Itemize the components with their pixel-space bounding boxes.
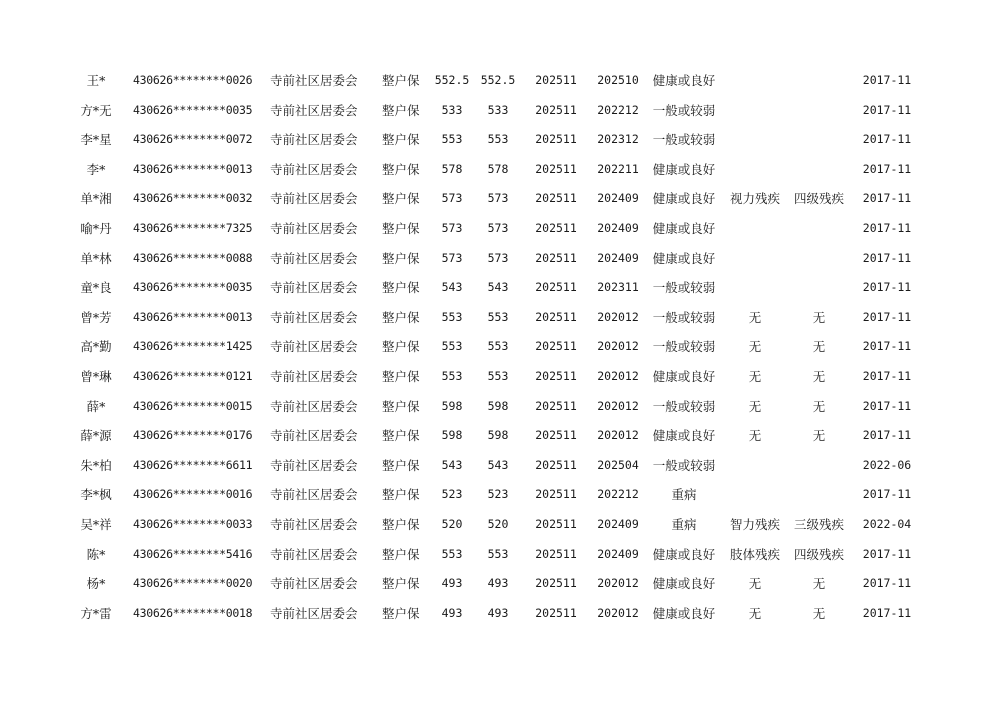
assistance-type-cell: 整户保 xyxy=(382,250,420,266)
table-row xyxy=(0,480,1000,510)
community-name-cell: 寺前社区居委会 xyxy=(270,516,358,532)
enrollment-date-cell: 2017-11 xyxy=(862,73,912,87)
amount-standard-cell: 493 xyxy=(441,576,463,591)
amount-standard-cell: 523 xyxy=(441,487,463,502)
issue-period-cell: 202511 xyxy=(535,132,577,147)
amount-paid-cell: 598 xyxy=(487,428,509,443)
amount-standard-cell: 598 xyxy=(441,428,463,443)
table-row xyxy=(0,451,1000,481)
table-row xyxy=(0,303,1000,333)
assistance-type-cell: 整户保 xyxy=(382,487,420,503)
amount-paid-cell: 520 xyxy=(487,516,509,531)
amount-paid-cell: 553 xyxy=(487,339,509,354)
issue-period-cell: 202511 xyxy=(535,428,577,443)
health-status-cell: 重病 xyxy=(671,487,697,503)
id-number-cell: 430626********0013 xyxy=(133,309,253,324)
approval-period-cell: 202312 xyxy=(597,132,639,147)
recipient-name-cell: 童*良 xyxy=(80,280,112,296)
amount-paid-cell: 573 xyxy=(487,220,509,235)
disability-type-cell: 无 xyxy=(748,605,762,621)
amount-paid-cell: 553 xyxy=(487,309,509,324)
assistance-roster-table xyxy=(0,66,1000,628)
id-number-cell: 430626********6611 xyxy=(133,457,253,472)
disability-level-cell xyxy=(790,214,848,244)
issue-period-cell: 202511 xyxy=(535,457,577,472)
assistance-type-cell: 整户保 xyxy=(382,428,420,444)
approval-period-cell: 202311 xyxy=(597,280,639,295)
amount-paid-cell: 573 xyxy=(487,191,509,206)
recipient-name-cell: 王* xyxy=(86,73,106,88)
amount-paid-cell: 523 xyxy=(487,487,509,502)
health-status-cell: 健康或良好 xyxy=(652,191,716,207)
enrollment-date-cell: 2017-11 xyxy=(862,309,912,324)
amount-paid-cell: 533 xyxy=(487,102,509,117)
community-name-cell: 寺前社区居委会 xyxy=(270,428,358,444)
id-number-cell: 430626********0035 xyxy=(133,102,253,117)
community-name-cell: 寺前社区居委会 xyxy=(270,576,358,592)
health-status-cell: 一般或较弱 xyxy=(652,339,716,355)
id-number-cell: 430626********7325 xyxy=(133,220,253,235)
approval-period-cell: 202409 xyxy=(597,191,639,206)
assistance-type-cell: 整户保 xyxy=(382,191,420,207)
approval-period-cell: 202012 xyxy=(597,398,639,413)
approval-period-cell: 202409 xyxy=(597,220,639,235)
disability-type-cell: 无 xyxy=(748,368,762,384)
enrollment-date-cell: 2017-11 xyxy=(862,487,912,502)
amount-standard-cell: 543 xyxy=(441,457,463,472)
assistance-type-cell: 整户保 xyxy=(382,132,420,148)
recipient-name-cell: 李*枫 xyxy=(80,487,112,503)
enrollment-date-cell: 2017-11 xyxy=(862,191,912,206)
community-name-cell: 寺前社区居委会 xyxy=(270,368,358,384)
amount-paid-cell: 573 xyxy=(487,250,509,265)
issue-period-cell: 202511 xyxy=(535,250,577,265)
disability-type-cell xyxy=(724,480,786,510)
table-row xyxy=(0,184,1000,214)
disability-type-cell xyxy=(724,214,786,244)
amount-standard-cell: 573 xyxy=(441,220,463,235)
amount-standard-cell: 520 xyxy=(441,516,463,531)
health-status-cell: 健康或良好 xyxy=(652,220,716,236)
id-number-cell: 430626********0032 xyxy=(133,191,253,206)
approval-period-cell: 202012 xyxy=(597,368,639,383)
health-status-cell: 一般或较弱 xyxy=(652,309,716,325)
disability-type-cell: 无 xyxy=(748,339,762,355)
amount-standard-cell: 553 xyxy=(441,132,463,147)
issue-period-cell: 202511 xyxy=(535,73,577,87)
assistance-type-cell: 整户保 xyxy=(382,546,420,562)
assistance-type-cell: 整户保 xyxy=(382,309,420,325)
recipient-name-cell: 喻*丹 xyxy=(80,220,112,236)
health-status-cell: 一般或较弱 xyxy=(652,132,716,148)
issue-period-cell: 202511 xyxy=(535,280,577,295)
amount-standard-cell: 533 xyxy=(441,102,463,117)
enrollment-date-cell: 2022-06 xyxy=(862,457,912,472)
approval-period-cell: 202409 xyxy=(597,546,639,561)
table-row xyxy=(0,569,1000,599)
table-row xyxy=(0,540,1000,570)
recipient-name-cell: 吴*祥 xyxy=(80,516,112,532)
disability-level-cell xyxy=(790,125,848,155)
disability-type-cell xyxy=(724,451,786,481)
amount-standard-cell: 553 xyxy=(441,368,463,383)
issue-period-cell: 202511 xyxy=(535,102,577,117)
health-status-cell: 健康或良好 xyxy=(652,546,716,562)
recipient-name-cell: 李* xyxy=(86,161,106,177)
community-name-cell: 寺前社区居委会 xyxy=(270,161,358,177)
disability-level-cell xyxy=(790,244,848,274)
amount-standard-cell: 553 xyxy=(441,309,463,324)
assistance-type-cell: 整户保 xyxy=(382,398,420,414)
id-number-cell: 430626********0072 xyxy=(133,132,253,147)
id-number-cell: 430626********0121 xyxy=(133,368,253,383)
community-name-cell: 寺前社区居委会 xyxy=(270,546,358,562)
approval-period-cell: 202212 xyxy=(597,487,639,502)
health-status-cell: 健康或良好 xyxy=(652,368,716,384)
enrollment-date-cell: 2017-11 xyxy=(862,368,912,383)
id-number-cell: 430626********0026 xyxy=(133,73,253,87)
recipient-name-cell: 朱*柏 xyxy=(80,457,112,473)
id-number-cell: 430626********0033 xyxy=(133,516,253,531)
enrollment-date-cell: 2017-11 xyxy=(862,605,912,620)
recipient-name-cell: 单*林 xyxy=(80,250,112,266)
id-number-cell: 430626********0013 xyxy=(133,161,253,176)
enrollment-date-cell: 2017-11 xyxy=(862,220,912,235)
disability-level-cell xyxy=(790,451,848,481)
issue-period-cell: 202511 xyxy=(535,398,577,413)
enrollment-date-cell: 2017-11 xyxy=(862,132,912,147)
amount-paid-cell: 493 xyxy=(487,605,509,620)
table-row xyxy=(0,214,1000,244)
health-status-cell: 一般或较弱 xyxy=(652,280,716,296)
amount-paid-cell: 543 xyxy=(487,457,509,472)
enrollment-date-cell: 2017-11 xyxy=(862,339,912,354)
community-name-cell: 寺前社区居委会 xyxy=(270,220,358,236)
amount-standard-cell: 553 xyxy=(441,339,463,354)
id-number-cell: 430626********1425 xyxy=(133,339,253,354)
approval-period-cell: 202510 xyxy=(597,73,639,87)
id-number-cell: 430626********0015 xyxy=(133,398,253,413)
issue-period-cell: 202511 xyxy=(535,546,577,561)
issue-period-cell: 202511 xyxy=(535,220,577,235)
amount-standard-cell: 573 xyxy=(441,191,463,206)
disability-level-cell xyxy=(790,66,848,96)
id-number-cell: 430626********0176 xyxy=(133,428,253,443)
disability-level-cell xyxy=(790,155,848,185)
disability-type-cell xyxy=(724,96,786,126)
assistance-type-cell: 整户保 xyxy=(382,457,420,473)
amount-paid-cell: 578 xyxy=(487,161,509,176)
approval-period-cell: 202012 xyxy=(597,309,639,324)
disability-level-cell: 无 xyxy=(812,339,826,355)
disability-type-cell xyxy=(724,244,786,274)
health-status-cell: 健康或良好 xyxy=(652,605,716,621)
disability-level-cell: 无 xyxy=(812,605,826,621)
amount-paid-cell: 553 xyxy=(487,132,509,147)
community-name-cell: 寺前社区居委会 xyxy=(270,398,358,414)
health-status-cell: 一般或较弱 xyxy=(652,457,716,473)
recipient-name-cell: 方*雷 xyxy=(80,605,112,621)
disability-type-cell xyxy=(724,155,786,185)
amount-paid-cell: 553 xyxy=(487,546,509,561)
health-status-cell: 健康或良好 xyxy=(652,73,716,88)
amount-paid-cell: 553 xyxy=(487,368,509,383)
approval-period-cell: 202012 xyxy=(597,605,639,620)
disability-type-cell: 肢体残疾 xyxy=(729,546,780,562)
amount-paid-cell: 493 xyxy=(487,576,509,591)
disability-level-cell: 无 xyxy=(812,309,826,325)
amount-paid-cell: 552.5 xyxy=(480,73,516,87)
table-row xyxy=(0,510,1000,540)
issue-period-cell: 202511 xyxy=(535,605,577,620)
disability-level-cell: 三级残疾 xyxy=(793,516,844,532)
recipient-name-cell: 方*无 xyxy=(80,102,112,118)
id-number-cell: 430626********0035 xyxy=(133,280,253,295)
enrollment-date-cell: 2017-11 xyxy=(862,576,912,591)
approval-period-cell: 202211 xyxy=(597,161,639,176)
table-row xyxy=(0,244,1000,274)
table-row xyxy=(0,273,1000,303)
recipient-name-cell: 薛*源 xyxy=(80,428,112,444)
amount-standard-cell: 598 xyxy=(441,398,463,413)
issue-period-cell: 202511 xyxy=(535,368,577,383)
assistance-type-cell: 整户保 xyxy=(382,73,420,88)
recipient-name-cell: 曾*芳 xyxy=(80,309,112,325)
disability-level-cell xyxy=(790,96,848,126)
community-name-cell: 寺前社区居委会 xyxy=(270,457,358,473)
enrollment-date-cell: 2017-11 xyxy=(862,161,912,176)
issue-period-cell: 202511 xyxy=(535,487,577,502)
issue-period-cell: 202511 xyxy=(535,576,577,591)
health-status-cell: 健康或良好 xyxy=(652,161,716,177)
disability-level-cell: 无 xyxy=(812,576,826,592)
disability-level-cell: 四级残疾 xyxy=(793,191,844,207)
amount-standard-cell: 573 xyxy=(441,250,463,265)
table-row xyxy=(0,96,1000,126)
table-row xyxy=(0,66,1000,96)
recipient-name-cell: 单*湘 xyxy=(80,191,112,207)
approval-period-cell: 202409 xyxy=(597,250,639,265)
assistance-type-cell: 整户保 xyxy=(382,576,420,592)
id-number-cell: 430626********5416 xyxy=(133,546,253,561)
assistance-type-cell: 整户保 xyxy=(382,339,420,355)
issue-period-cell: 202511 xyxy=(535,191,577,206)
issue-period-cell: 202511 xyxy=(535,516,577,531)
enrollment-date-cell: 2017-11 xyxy=(862,546,912,561)
table-row xyxy=(0,362,1000,392)
assistance-type-cell: 整户保 xyxy=(382,161,420,177)
assistance-type-cell: 整户保 xyxy=(382,220,420,236)
approval-period-cell: 202212 xyxy=(597,102,639,117)
issue-period-cell: 202511 xyxy=(535,339,577,354)
approval-period-cell: 202012 xyxy=(597,428,639,443)
amount-standard-cell: 543 xyxy=(441,280,463,295)
issue-period-cell: 202511 xyxy=(535,161,577,176)
health-status-cell: 一般或较弱 xyxy=(652,102,716,118)
disability-type-cell: 无 xyxy=(748,398,762,414)
enrollment-date-cell: 2017-11 xyxy=(862,428,912,443)
amount-standard-cell: 552.5 xyxy=(434,73,470,87)
enrollment-date-cell: 2017-11 xyxy=(862,102,912,117)
table-row xyxy=(0,599,1000,629)
amount-paid-cell: 598 xyxy=(487,398,509,413)
community-name-cell: 寺前社区居委会 xyxy=(270,309,358,325)
disability-level-cell xyxy=(790,480,848,510)
amount-standard-cell: 553 xyxy=(441,546,463,561)
health-status-cell: 健康或良好 xyxy=(652,576,716,592)
approval-period-cell: 202012 xyxy=(597,339,639,354)
disability-type-cell xyxy=(724,273,786,303)
enrollment-date-cell: 2017-11 xyxy=(862,398,912,413)
health-status-cell: 健康或良好 xyxy=(652,250,716,266)
community-name-cell: 寺前社区居委会 xyxy=(270,605,358,621)
assistance-type-cell: 整户保 xyxy=(382,368,420,384)
assistance-type-cell: 整户保 xyxy=(382,280,420,296)
table-row xyxy=(0,392,1000,422)
health-status-cell: 重病 xyxy=(671,516,697,532)
community-name-cell: 寺前社区居委会 xyxy=(270,102,358,118)
enrollment-date-cell: 2017-11 xyxy=(862,250,912,265)
community-name-cell: 寺前社区居委会 xyxy=(270,487,358,503)
recipient-name-cell: 李*星 xyxy=(80,132,112,148)
table-row xyxy=(0,421,1000,451)
disability-level-cell: 无 xyxy=(812,368,826,384)
approval-period-cell: 202409 xyxy=(597,516,639,531)
disability-level-cell: 无 xyxy=(812,398,826,414)
table-row xyxy=(0,125,1000,155)
disability-level-cell: 无 xyxy=(812,428,826,444)
assistance-type-cell: 整户保 xyxy=(382,516,420,532)
health-status-cell: 一般或较弱 xyxy=(652,398,716,414)
enrollment-date-cell: 2017-11 xyxy=(862,280,912,295)
community-name-cell: 寺前社区居委会 xyxy=(270,73,358,88)
enrollment-date-cell: 2022-04 xyxy=(862,516,912,531)
disability-type-cell: 无 xyxy=(748,428,762,444)
amount-paid-cell: 543 xyxy=(487,280,509,295)
disability-type-cell: 无 xyxy=(748,309,762,325)
community-name-cell: 寺前社区居委会 xyxy=(270,191,358,207)
community-name-cell: 寺前社区居委会 xyxy=(270,339,358,355)
approval-period-cell: 202504 xyxy=(597,457,639,472)
recipient-name-cell: 曾*琳 xyxy=(80,368,112,384)
community-name-cell: 寺前社区居委会 xyxy=(270,132,358,148)
disability-type-cell xyxy=(724,66,786,96)
assistance-type-cell: 整户保 xyxy=(382,102,420,118)
table-row xyxy=(0,332,1000,362)
disability-type-cell: 智力残疾 xyxy=(729,516,780,532)
recipient-name-cell: 杨* xyxy=(86,576,106,592)
id-number-cell: 430626********0088 xyxy=(133,250,253,265)
disability-level-cell: 四级残疾 xyxy=(793,546,844,562)
id-number-cell: 430626********0020 xyxy=(133,576,253,591)
table-row xyxy=(0,155,1000,185)
recipient-name-cell: 高*勤 xyxy=(80,339,112,355)
disability-type-cell: 视力残疾 xyxy=(729,191,780,207)
community-name-cell: 寺前社区居委会 xyxy=(270,250,358,266)
health-status-cell: 健康或良好 xyxy=(652,428,716,444)
disability-type-cell xyxy=(724,125,786,155)
id-number-cell: 430626********0016 xyxy=(133,487,253,502)
id-number-cell: 430626********0018 xyxy=(133,605,253,620)
amount-standard-cell: 493 xyxy=(441,605,463,620)
issue-period-cell: 202511 xyxy=(535,309,577,324)
disability-level-cell xyxy=(790,273,848,303)
recipient-name-cell: 薛* xyxy=(86,398,106,414)
assistance-type-cell: 整户保 xyxy=(382,605,420,621)
community-name-cell: 寺前社区居委会 xyxy=(270,280,358,296)
disability-type-cell: 无 xyxy=(748,576,762,592)
amount-standard-cell: 578 xyxy=(441,161,463,176)
approval-period-cell: 202012 xyxy=(597,576,639,591)
recipient-name-cell: 陈* xyxy=(86,546,106,562)
